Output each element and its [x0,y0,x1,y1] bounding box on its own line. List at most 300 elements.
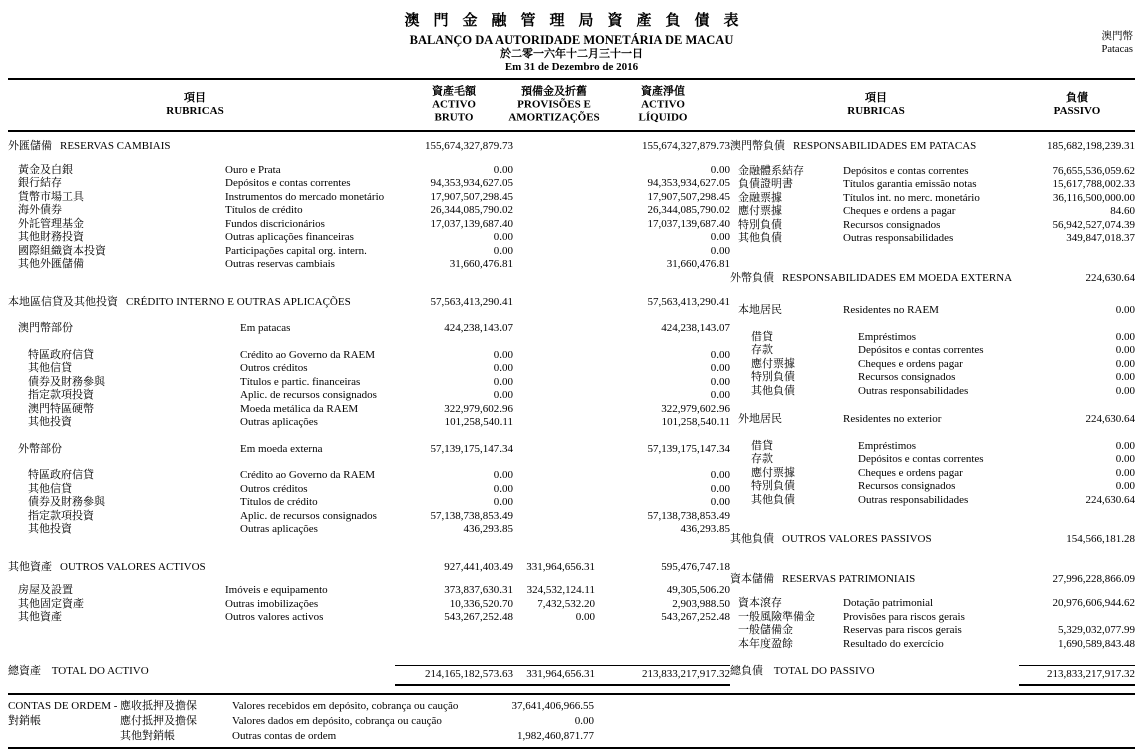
value-activo-bruto: 26,344,085,790.02 [430,204,513,216]
col-header-pt: AMORTIZAÇÕES [508,111,600,124]
row-label-zh: 特別負債 [751,480,795,492]
row-label-zh: 其他信貸 [28,482,72,495]
liability-row [730,205,1135,219]
col-header-zh: 資產毛額 [432,85,476,98]
row-label-zh: 應付抵押及擔保 [120,714,197,727]
asset-row [8,510,730,524]
row-label-pt: Residentes no RAEM [843,304,939,316]
value-provisoes [513,469,595,483]
col-header-pt: RUBRICAS [166,105,224,117]
value-provisoes [513,296,595,310]
value-activo-bruto: 57,138,738,853.49 [430,509,513,522]
value-activo-bruto: 0.00 [493,244,513,257]
row-label-zh: 特區政府信貸 [28,469,94,481]
total-activo-liquido: 213,833,217,917.32 [595,665,730,682]
row-label-pt: Recursos consignados [858,480,956,492]
row-label-zh: 國際組織資本投資 [18,244,106,257]
liability-row [730,219,1135,233]
row-label-pt: Aplic. de recursos consignados [240,509,377,522]
value-provisoes [513,389,595,403]
memo-heading-empty [8,729,120,744]
value-activo-liquido: 57,138,738,853.49 [647,509,730,522]
liability-row [730,331,1135,345]
asset-row [8,376,730,390]
value-activo-bruto: 0.00 [493,348,513,361]
asset-row [8,403,730,417]
row-label-pt: Depósitos e contas correntes [858,453,984,465]
col-header-activo-bruto [432,86,476,125]
value-activo-liquido: 17,037,139,687.40 [647,217,730,230]
memo-value: 1,982,460,871.77 [517,729,594,742]
memo-row [8,714,1135,729]
col-header-pt: PASSIVO [1053,105,1101,117]
value-passivo: 56,942,527,074.39 [1052,218,1135,231]
value-activo-liquido: 26,344,085,790.02 [647,204,730,216]
total-passivo: 213,833,217,917.32 [1019,665,1135,682]
value-activo-liquido: 436,293.85 [680,523,730,535]
value-activo-liquido: 0.00 [710,348,730,361]
value-passivo: 224,630.64 [1085,493,1135,506]
value-provisoes: 324,532,124.11 [526,584,595,596]
value-activo-liquido: 31,660,476.81 [666,258,730,270]
value-passivo: 1,690,589,843.48 [1058,637,1135,650]
row-label-pt: Valores recebidos em depósito, cobrança ou caução [232,699,459,712]
row-label-pt: Outras aplicações financeiras [225,231,354,243]
row-label [730,533,1019,547]
liability-row [730,413,1135,427]
row-label-pt: Aplic. de recursos consignados [240,389,377,401]
value-passivo: 0.00 [1115,330,1135,343]
row-label-pt: RESERVAS CAMBIAIS [60,140,171,152]
liabilities-total-underline [1019,684,1135,686]
row-label-zh: 一般儲備金 [738,624,793,636]
memo-heading-line2: 對銷帳 [8,714,41,727]
row-label-zh: 債券及財務參與 [28,375,105,388]
value-passivo: 15,617,788,002.33 [1052,178,1135,190]
liability-row [730,638,1135,652]
footer-rule [8,693,1135,695]
liability-row [730,344,1135,358]
col-header-pt: PROVISÕES E [517,98,591,111]
value-activo-liquido: 595,476,747.18 [661,560,730,573]
row-label-pt: Outras aplicações [240,523,318,535]
value-activo-liquido: 57,563,413,290.41 [647,295,730,308]
value-passivo [1019,611,1135,625]
row-label-zh: 特別負債 [738,218,782,231]
memo-value: 0.00 [574,714,594,727]
column-headers [8,80,1135,130]
liability-row [730,453,1135,467]
value-activo-liquido: 0.00 [710,482,730,495]
row-label-pt: RESPONSABILIDADES EM PATACAS [793,140,977,152]
page-title-pt: BALANÇO DA AUTORIDADE MONETÁRIA DE MACAU [409,33,734,47]
row-label-zh: 本年度盈餘 [738,637,793,650]
value-provisoes [513,231,595,245]
asset-row [8,296,730,310]
date-line-pt: Em 31 de Dezembro de 2016 [504,61,639,73]
liability-row [730,272,1135,286]
row-label-pt: Cheques e ordens pagar [858,466,963,479]
value-provisoes [513,362,595,376]
value-provisoes [513,322,595,336]
row-label-zh: 特別負債 [751,371,795,383]
row-label-pt: Provisões para riscos gerais [843,610,965,623]
liability-row [730,385,1135,399]
value-passivo: 154,566,181.28 [1066,533,1135,545]
value-activo-liquido: 17,907,507,298.45 [647,190,730,203]
value-provisoes [513,140,595,154]
row-label-zh: 一般風險準備金 [738,610,815,623]
asset-row [8,598,730,612]
row-label-pt: Crédito ao Governo da RAEM [240,469,376,481]
value-activo-bruto: 424,238,143.07 [444,322,513,334]
assets-total-row [8,665,730,682]
value-activo-liquido: 0.00 [710,375,730,388]
value-provisoes: 0.00 [575,611,595,623]
value-activo-bruto: 927,441,403.49 [444,560,513,573]
row-label-zh: 特區政府信貸 [28,348,94,361]
row-label-zh: 外託管理基金 [18,217,84,230]
value-provisoes [513,496,595,510]
row-label-pt: Outros créditos [240,482,308,495]
row-label-zh: 本地區信貸及其他投資 [8,295,118,308]
row-label-zh: 其他負債 [738,232,782,244]
value-activo-liquido: 424,238,143.07 [661,322,730,334]
row-label-pt: Valores dados em depósito, cobrança ou caução [232,714,442,727]
row-label-zh: 其他負債 [730,533,774,545]
value-activo-liquido: 0.00 [710,362,730,374]
asset-row [8,523,730,537]
memo-value: 37,641,406,966.55 [511,699,594,712]
row-label-zh: 貨幣市場工具 [18,190,84,203]
row-label-pt: Dotação patrimonial [843,597,934,609]
total-underlines [8,684,1135,686]
value-activo-liquido: 49,305,506.20 [666,584,730,596]
row-label-pt: Cheques e ordens a pagar [843,205,956,217]
asset-row [8,258,730,272]
value-activo-liquido: 0.00 [710,496,730,508]
row-label-pt: Outras contas de ordem [232,729,337,742]
value-provisoes [513,177,595,191]
row-label-pt: Recursos consignados [858,371,956,383]
row-label-zh: 指定款項投資 [28,509,94,522]
row-label-pt: RESPONSABILIDADES EM MOEDA EXTERNA [782,271,1013,284]
value-passivo: 0.00 [1115,371,1135,383]
row-label-pt: Depósitos e contas correntes [843,164,969,177]
value-provisoes [513,204,595,218]
row-label-zh: 應收抵押及擔保 [120,699,197,712]
header-rule [8,130,1135,132]
assets-table [8,135,730,625]
title-block [8,12,1135,74]
row-label-zh: 借貸 [751,330,773,343]
value-passivo: 0.00 [1115,384,1135,397]
memo-heading-line1: CONTAS DE ORDEM - [8,699,118,712]
value-activo-liquido: 155,674,327,879.73 [642,140,730,152]
row-label-pt: Títulos de crédito [240,496,318,508]
row-label-pt: Outros valores activos [225,611,324,623]
row-label [8,140,395,154]
row-label-pt: OUTROS VALORES ACTIVOS [60,560,206,573]
row-label-zh: 黃金及白銀 [18,163,73,176]
asset-row [8,245,730,259]
row-label-pt: TOTAL DO PASSIVO [773,665,875,677]
value-provisoes [513,191,595,205]
liability-row [730,165,1135,179]
row-label-pt: Recursos consignados [843,218,941,231]
row-label-zh: 外幣負債 [730,271,774,284]
value-activo-bruto: 373,837,630.31 [444,584,513,596]
asset-row [8,177,730,191]
value-activo-bruto: 17,907,507,298.45 [430,190,513,203]
value-activo-bruto: 57,563,413,290.41 [430,295,513,308]
liability-row [730,178,1135,192]
row-label-zh: 資本滾存 [738,597,782,609]
asset-row [8,362,730,376]
asset-row [8,191,730,205]
value-activo-liquido: 101,258,540.11 [661,416,730,428]
row-label-pt: Outras reservas cambiais [225,258,335,270]
row-label-zh: 存款 [751,344,773,356]
col-header-rubricas-left [166,92,223,118]
row-label-zh: 指定款項投資 [28,389,94,401]
row-label [730,140,1019,154]
row-label-pt: Fundos discricionários [225,217,325,230]
row-label-zh: 本地居民 [738,304,782,316]
liability-row [730,611,1135,625]
row-label-pt: RESERVAS PATRIMONIAIS [782,572,916,585]
row-label-pt: Outras imobilizações [225,597,319,610]
value-activo-bruto: 322,979,602.96 [444,402,513,415]
liability-row [730,480,1135,494]
asset-row [8,584,730,598]
currency-note [1102,30,1134,56]
row-label-pt: Outras responsabilidades [858,384,969,397]
currency-label-pt: Patacas [1101,44,1133,55]
row-label-pt: Ouro e Prata [225,163,281,176]
total-provisoes: 331,964,656.31 [513,665,595,682]
row-label-pt: Outros créditos [240,362,308,374]
row-label-zh: 其他固定資產 [18,597,84,610]
value-activo-liquido: 2,903,988.50 [672,597,730,610]
value-provisoes [513,376,595,390]
row-label-zh: 澳門特區硬幣 [28,402,94,415]
liability-row [730,597,1135,611]
value-passivo: 185,682,198,239.31 [1047,140,1135,152]
value-provisoes [513,523,595,537]
row-label-zh: 應付票據 [751,357,795,370]
col-header-activo-liquido [639,86,688,125]
row-label-zh: 澳門幣部份 [18,322,73,334]
value-activo-liquido: 0.00 [710,389,730,401]
asset-row [8,389,730,403]
value-passivo: 224,630.64 [1085,413,1135,425]
row-label-zh: 銀行結存 [18,177,62,189]
asset-row [8,483,730,497]
col-header-pt: LÍQUIDO [638,111,688,124]
value-passivo: 0.00 [1115,304,1135,316]
row-label-pt: Participações capital org. intern. [225,244,367,257]
row-label-zh: 應付票據 [751,466,795,479]
row-label-pt: Empréstimos [858,439,917,452]
row-label-pt: OUTROS VALORES PASSIVOS [782,533,932,545]
value-passivo: 224,630.64 [1085,271,1135,284]
row-label-zh: 其他對銷帳 [120,729,175,742]
row-label-pt: Títulos de crédito [225,204,303,216]
row-label [730,272,1019,286]
memo-row [8,729,1135,744]
value-activo-bruto: 0.00 [493,496,513,508]
value-activo-liquido: 94,353,934,627.05 [647,177,730,189]
row-label-pt: Empréstimos [858,330,917,343]
asset-row [8,322,730,336]
row-label-zh: 金融票據 [738,191,782,204]
liability-row [730,358,1135,372]
value-passivo: 0.00 [1115,466,1135,479]
row-label-pt: Em moeda externa [240,442,323,455]
value-provisoes [513,218,595,232]
asset-row [8,218,730,232]
row-label-zh: 房屋及設置 [18,584,73,596]
col-header-pt: BRUTO [434,111,474,124]
liability-row [730,140,1135,154]
value-passivo: 20,976,606,944.62 [1052,597,1135,609]
row-label-zh: 借貸 [751,439,773,452]
asset-row [8,496,730,510]
value-activo-bruto: 94,353,934,627.05 [430,177,513,189]
page-title-zh: 澳門金融管理局資產負債表 [404,13,753,29]
asset-row [8,204,730,218]
col-header-zh: 預備金及折舊 [520,85,587,98]
value-activo-bruto: 57,139,175,147.34 [430,442,513,455]
value-passivo: 5,329,032,077.99 [1058,624,1135,636]
col-header-zh: 負債 [1066,92,1088,104]
assets-total-underline [395,684,730,686]
value-activo-bruto: 543,267,252.48 [444,611,513,623]
value-activo-liquido: 57,139,175,147.34 [647,442,730,455]
value-activo-liquido: 0.00 [710,469,730,481]
row-label-pt: Resultado do exercício [843,637,944,650]
row-label-zh: 海外債券 [18,204,62,216]
row-label-zh: 其他負債 [751,384,795,397]
col-header-zh: 資產淨值 [641,85,685,98]
value-activo-bruto: 0.00 [493,163,513,176]
value-activo-bruto: 436,293.85 [463,523,513,535]
liability-row [730,573,1135,587]
value-passivo: 0.00 [1115,480,1135,492]
memo-section [8,699,1135,744]
liability-row [730,371,1135,385]
row-label-pt: Reservas para riscos gerais [843,624,962,636]
value-activo-bruto: 31,660,476.81 [449,258,513,270]
value-provisoes [513,510,595,524]
value-passivo: 349,847,018.37 [1066,232,1135,244]
value-passivo: 0.00 [1115,453,1135,465]
liability-row [730,440,1135,454]
value-activo-bruto: 0.00 [493,231,513,243]
value-activo-bruto: 155,674,327,879.73 [425,140,513,152]
row-label [8,561,395,575]
value-activo-bruto: 0.00 [493,375,513,388]
row-label-pt: Títulos garantia emissão notas [843,178,977,190]
row-label-zh: 金融體系結存 [738,164,804,177]
row-label-pt: Em patacas [240,322,291,334]
value-passivo: 36,116,500,000.00 [1052,191,1135,204]
bottom-rule [8,747,1135,749]
row-label-pt: Crédito ao Governo da RAEM [240,348,376,361]
row-label-zh: 總資產 [8,665,41,677]
row-label-zh: 外地居民 [738,413,782,425]
row-label-pt: Moeda metálica da RAEM [240,402,359,415]
row-label-zh: 負債證明書 [738,178,793,190]
col-header-pt: ACTIVO [432,98,476,111]
asset-row [8,164,730,178]
memo-row [8,699,1135,714]
value-provisoes [513,443,595,457]
liabilities-table [730,135,1135,651]
row-label-pt: Depósitos e contas correntes [225,177,351,189]
row-label-zh: 存款 [751,453,773,465]
col-header-zh: 項目 [184,92,206,104]
value-provisoes [513,416,595,430]
value-passivo: 0.00 [1115,439,1135,452]
row-label-zh: 其他負債 [751,493,795,506]
liabilities-total-underline-wrap [730,684,1135,686]
row-label-zh: 其他資產 [8,560,52,573]
value-activo-bruto: 0.00 [493,482,513,495]
value-activo-liquido: 0.00 [710,231,730,243]
asset-row [8,349,730,363]
value-activo-bruto: 101,258,540.11 [444,416,513,428]
value-passivo: 27,996,228,866.09 [1052,572,1135,585]
value-activo-liquido: 0.00 [710,244,730,257]
asset-row [8,469,730,483]
row-label-zh: 其他外匯儲備 [18,258,84,270]
liability-row [730,192,1135,206]
value-provisoes [513,483,595,497]
row-label-zh: 外幣部份 [18,442,62,455]
col-header-zh: 項目 [865,92,887,104]
asset-row [8,416,730,430]
value-provisoes: 331,964,656.31 [526,560,595,573]
row-label-pt: Cheques e ordens pagar [858,357,963,370]
value-activo-liquido: 322,979,602.96 [661,402,730,415]
asset-row [8,443,730,457]
value-passivo: 0.00 [1115,344,1135,356]
value-activo-bruto: 0.00 [493,362,513,374]
value-provisoes [513,245,595,259]
liabilities-total-row [730,665,1135,682]
row-label [8,296,395,310]
value-provisoes [513,403,595,417]
row-label-pt: Títulos e partic. financeiras [240,375,361,388]
value-activo-bruto: 0.00 [493,389,513,401]
row-label-zh: 其他投資 [28,523,72,535]
tables [8,135,1135,651]
col-header-pt: RUBRICAS [847,105,905,117]
row-label-pt: Outras aplicações [240,416,318,428]
row-label-zh: 應付票據 [738,205,782,217]
row-label-pt: TOTAL DO ACTIVO [51,665,149,677]
value-activo-bruto: 17,037,139,687.40 [430,217,513,230]
row-label-zh: 資本儲備 [730,572,774,585]
row-label-zh: 其他投資 [28,416,72,428]
col-header-provisoes [508,86,599,125]
value-provisoes [513,349,595,363]
totals-row [8,665,1135,682]
row-label-pt: CRÉDITO INTERNO E OUTRAS APLICAÇÕES [126,295,351,308]
value-provisoes: 7,432,532.20 [537,597,595,610]
